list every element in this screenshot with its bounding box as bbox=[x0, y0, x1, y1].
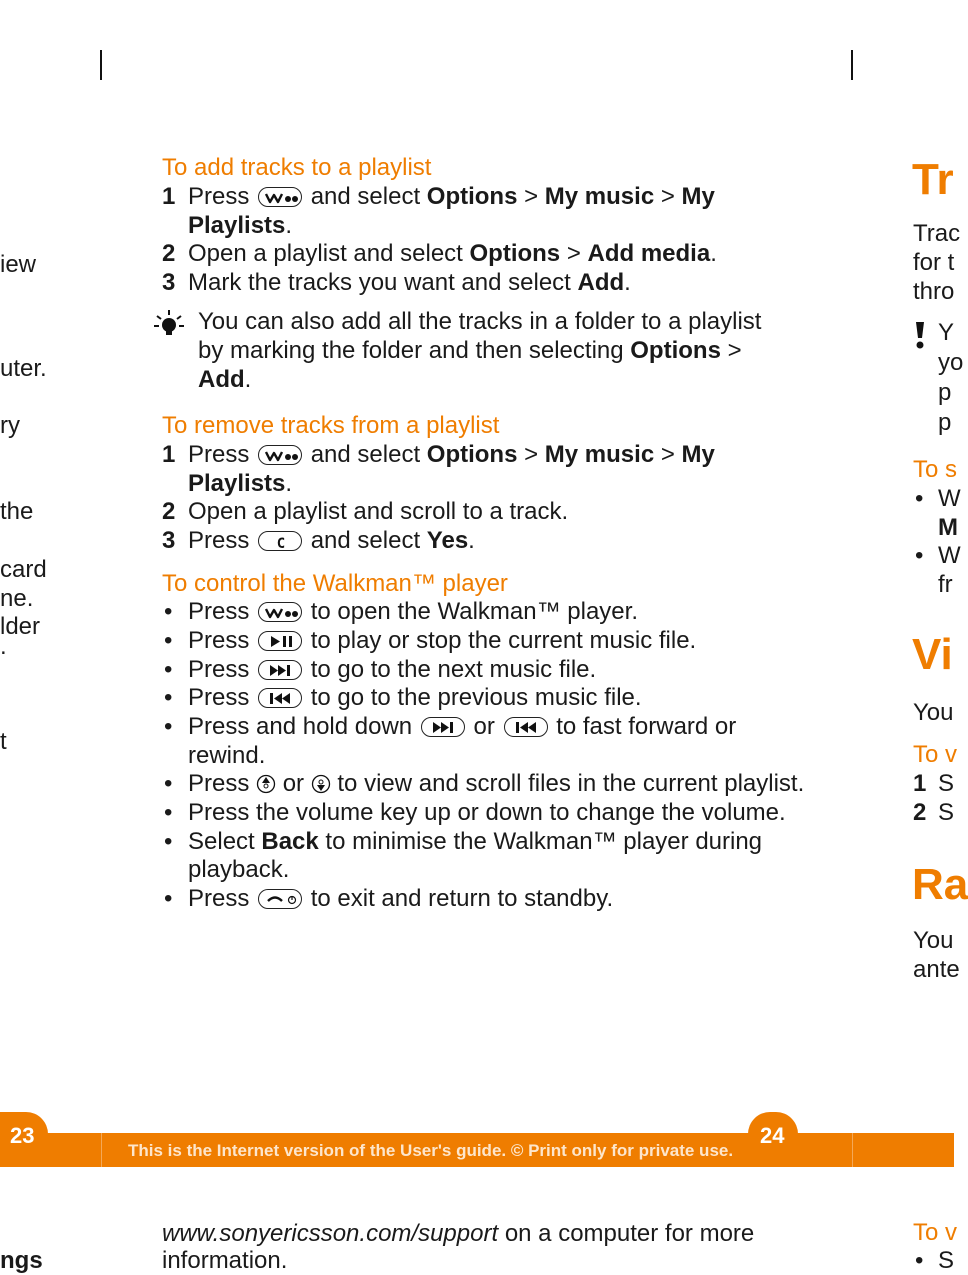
step-number: 3 bbox=[162, 527, 176, 554]
bullet-text: or bbox=[473, 713, 495, 740]
bullet-text: Press bbox=[188, 656, 250, 683]
walkman-key-icon bbox=[258, 187, 302, 207]
bullet-text: to open the Walkman™ player. bbox=[310, 598, 638, 625]
svg-text:C: C bbox=[276, 536, 286, 552]
right-subheading: To v bbox=[913, 741, 958, 768]
step-text: Open a playlist and select bbox=[188, 240, 463, 267]
walkman-key-icon bbox=[258, 445, 302, 465]
bullet-text: Press bbox=[188, 684, 250, 711]
period: . bbox=[468, 527, 475, 554]
step-remove-1 bbox=[188, 440, 715, 469]
right-edge-text: M bbox=[938, 514, 958, 541]
left-edge-text: the bbox=[0, 498, 34, 525]
bullet-text: or bbox=[282, 770, 305, 797]
footer-divider bbox=[101, 1133, 102, 1167]
left-edge-text: ne. bbox=[0, 585, 34, 612]
step-number: 2 bbox=[913, 799, 927, 826]
bottom-text: on a computer for more bbox=[504, 1220, 755, 1247]
nav-down-icon bbox=[311, 772, 331, 792]
bullet: • bbox=[164, 828, 173, 855]
separator: > bbox=[727, 337, 742, 364]
tip-line-1: You can also add all the tracks in a folder to a playlist bbox=[198, 308, 762, 335]
step-add-1 bbox=[188, 182, 715, 211]
bullet-minimise bbox=[188, 827, 762, 856]
menu-options: Options bbox=[630, 337, 721, 364]
bullet-minimise-cont: playback. bbox=[188, 856, 290, 883]
left-edge-text: ngs bbox=[0, 1247, 43, 1274]
bullet-text: Press bbox=[188, 627, 250, 654]
period: . bbox=[244, 366, 252, 393]
support-url: www.sonyericsson.com/support bbox=[162, 1220, 499, 1247]
menu-options: Options bbox=[426, 183, 518, 210]
right-edge-text: Y bbox=[938, 319, 955, 346]
bullet: • bbox=[164, 656, 173, 683]
right-edge-text: You bbox=[913, 927, 954, 954]
tip-line-3 bbox=[198, 365, 251, 394]
step-text: and select bbox=[310, 183, 421, 210]
footer-divider bbox=[852, 1133, 853, 1167]
end-key-icon bbox=[258, 889, 302, 909]
separator: > bbox=[524, 183, 539, 210]
right-edge-text: p bbox=[938, 379, 952, 406]
menu-my: My bbox=[681, 441, 715, 468]
bullet-text: to view and scroll files in the current playlist. bbox=[337, 770, 805, 797]
step-number: 2 bbox=[162, 498, 176, 525]
bullet-play-stop bbox=[188, 626, 696, 655]
previous-key-icon bbox=[504, 717, 548, 737]
period: . bbox=[285, 470, 293, 497]
menu-playlists: Playlists bbox=[188, 470, 286, 497]
menu-my-music: My music bbox=[544, 441, 655, 468]
left-edge-text: uter. bbox=[0, 355, 47, 382]
walkman-key-icon bbox=[258, 602, 302, 622]
step-number: 2 bbox=[162, 240, 176, 267]
bullet: • bbox=[164, 598, 173, 625]
right-heading-tracks: Tr bbox=[912, 155, 954, 204]
bottom-line-2: information. bbox=[162, 1247, 288, 1274]
warning-icon bbox=[913, 320, 927, 354]
step-number: 1 bbox=[162, 183, 176, 210]
page-number-right: 24 bbox=[760, 1123, 785, 1148]
bullet: • bbox=[164, 684, 173, 711]
step-add-2 bbox=[188, 239, 717, 268]
separator: > bbox=[566, 240, 581, 267]
bullet-text: Press bbox=[188, 885, 250, 912]
play-pause-key-icon bbox=[258, 631, 302, 651]
menu-back: Back bbox=[261, 828, 319, 855]
page-number-left: 23 bbox=[10, 1123, 35, 1148]
bullet-text: to play or stop the current music file. bbox=[310, 627, 697, 654]
step-text: Mark the tracks you want and select bbox=[188, 269, 571, 296]
right-subheading: To v bbox=[913, 1219, 958, 1246]
right-heading-radio: Ra bbox=[912, 860, 968, 909]
heading-remove-tracks: To remove tracks from a playlist bbox=[162, 412, 500, 439]
bullet-scroll-files bbox=[188, 769, 804, 798]
right-edge-text: p bbox=[938, 409, 952, 436]
bullet: • bbox=[915, 485, 924, 512]
separator: > bbox=[660, 183, 675, 210]
menu-yes: Yes bbox=[426, 527, 469, 554]
left-edge-text: . bbox=[0, 633, 7, 660]
left-edge-text: card bbox=[0, 556, 47, 583]
bullet: • bbox=[164, 799, 173, 826]
menu-add-media: Add media bbox=[587, 240, 711, 267]
right-heading-video: Vi bbox=[912, 630, 953, 679]
left-edge-text: iew bbox=[0, 251, 37, 278]
menu-add: Add bbox=[577, 269, 625, 296]
right-edge-text: W bbox=[938, 542, 961, 569]
bullet: • bbox=[915, 1247, 924, 1274]
next-key-icon bbox=[258, 660, 302, 680]
tip-bulb-icon bbox=[152, 308, 186, 342]
bullet-text: to exit and return to standby. bbox=[310, 885, 614, 912]
separator: > bbox=[660, 441, 675, 468]
bullet: • bbox=[164, 885, 173, 912]
bullet: • bbox=[915, 542, 924, 569]
step-number: 1 bbox=[162, 441, 176, 468]
bullet-text: Press bbox=[188, 598, 250, 625]
menu-my: My bbox=[681, 183, 715, 210]
period: . bbox=[624, 269, 631, 296]
bullet-text: Select bbox=[188, 828, 255, 855]
step-number: 3 bbox=[162, 269, 176, 296]
crop-mark-right bbox=[851, 50, 853, 80]
left-edge-text: lder bbox=[0, 613, 41, 640]
left-edge-text: ry bbox=[0, 412, 20, 439]
right-edge-text: thro bbox=[913, 278, 955, 305]
separator: > bbox=[524, 441, 539, 468]
period: . bbox=[285, 212, 293, 239]
step-text: and select bbox=[310, 441, 421, 468]
bullet-text: Press and hold down bbox=[188, 713, 413, 740]
tip-text: by marking the folder and then selecting bbox=[198, 337, 624, 364]
step-text: Press bbox=[188, 441, 250, 468]
right-edge-text: S bbox=[938, 1247, 955, 1274]
bullet-volume: Press the volume key up or down to change the volume. bbox=[188, 799, 786, 826]
clear-key-icon bbox=[258, 531, 302, 551]
step-text: Press bbox=[188, 183, 250, 210]
bullet-text: Press bbox=[188, 770, 250, 797]
step-remove-1-cont bbox=[188, 469, 292, 498]
step-text: and select bbox=[310, 527, 421, 554]
right-edge-text: You bbox=[913, 699, 954, 726]
right-edge-text: Trac bbox=[913, 220, 961, 247]
left-edge-text: t bbox=[0, 728, 7, 755]
bullet: • bbox=[164, 627, 173, 654]
step-remove-3 bbox=[188, 526, 475, 555]
right-edge-text: for t bbox=[913, 249, 955, 276]
menu-options: Options bbox=[469, 240, 561, 267]
bullet: • bbox=[164, 713, 173, 740]
right-edge-text: S bbox=[938, 770, 955, 797]
footer-notice: This is the Internet version of the User's guide. © Print only for private use. bbox=[128, 1141, 734, 1160]
step-number: 1 bbox=[913, 770, 927, 797]
crop-mark-left bbox=[100, 50, 102, 80]
bullet-open-walkman bbox=[188, 597, 638, 626]
nav-up-icon bbox=[256, 772, 276, 792]
heading-control-walkman: To control the Walkman™ player bbox=[162, 570, 508, 597]
bullet-fast-forward bbox=[188, 712, 736, 741]
right-edge-text: yo bbox=[938, 349, 964, 376]
menu-my-music: My music bbox=[544, 183, 655, 210]
bullet-text: to go to the previous music file. bbox=[310, 684, 642, 711]
right-subheading: To s bbox=[913, 456, 958, 483]
bullet-next bbox=[188, 655, 596, 684]
heading-add-tracks: To add tracks to a playlist bbox=[162, 154, 432, 181]
bullet: • bbox=[164, 770, 173, 797]
bullet-exit bbox=[188, 884, 613, 913]
right-edge-text: S bbox=[938, 799, 955, 826]
bullet-fast-forward-cont: rewind. bbox=[188, 742, 266, 769]
previous-key-icon bbox=[258, 688, 302, 708]
right-edge-text: ante bbox=[913, 956, 960, 983]
period: . bbox=[710, 240, 717, 267]
tip-line-2 bbox=[198, 336, 742, 365]
step-text: Press bbox=[188, 527, 250, 554]
bullet-text: to minimise the Walkman™ player during bbox=[325, 828, 763, 855]
menu-add: Add bbox=[198, 366, 245, 393]
next-key-icon bbox=[421, 717, 465, 737]
bottom-line-1 bbox=[162, 1219, 754, 1248]
bullet-text: to go to the next music file. bbox=[310, 656, 597, 683]
step-remove-2: Open a playlist and scroll to a track. bbox=[188, 498, 569, 525]
bullet-previous bbox=[188, 683, 642, 712]
step-add-1-cont bbox=[188, 211, 292, 240]
right-edge-text: W bbox=[938, 485, 961, 512]
step-add-3 bbox=[188, 268, 631, 297]
menu-options: Options bbox=[426, 441, 518, 468]
bullet-text: to fast forward or bbox=[556, 713, 737, 740]
menu-playlists: Playlists bbox=[188, 212, 286, 239]
right-edge-text: fr bbox=[938, 571, 953, 598]
